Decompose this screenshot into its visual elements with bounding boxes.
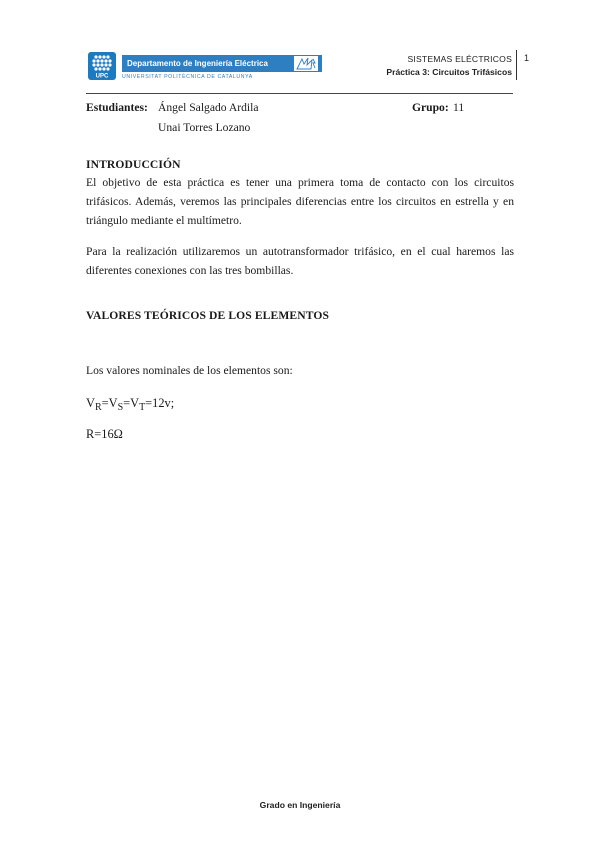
intro-paragraph-2: Para la realización utilizaremos un autotransformador trifásico, en el cual haremos las diferentes conexiones con las tres bombillas. — [86, 245, 514, 277]
theory-heading: VALORES TEÓRICOS DE LOS ELEMENTOS — [86, 309, 329, 322]
intro-paragraph-1: El objetivo de esta práctica es tener una primera toma de contacto con los circuitos trifásicos. Además, veremos las principales diferencias entre los circuitos en estrella y en triángulo mediante el multímetro. — [86, 176, 514, 227]
practice-title: Práctica 3: Circuitos Trifásicos — [386, 67, 512, 77]
subject-title: SISTEMAS ELÉCTRICOS — [407, 54, 512, 64]
theory-intro: Los valores nominales de los elementos son: — [86, 364, 293, 377]
header-rule — [86, 93, 513, 94]
resistance-formula: R=16Ω — [86, 427, 123, 441]
lightning-emblem-icon — [294, 56, 318, 71]
students-label: Estudiantes: — [86, 101, 148, 114]
header-info — [386, 53, 512, 79]
group-label: Grupo: — [412, 101, 449, 114]
student-name-1: Ángel Salgado Ardila — [158, 101, 259, 114]
footer-text: Grado en Ingeniería — [259, 800, 341, 810]
upc-logo-icon — [88, 52, 116, 80]
intro-heading: INTRODUCCIÓN — [86, 158, 181, 171]
header-divider — [516, 50, 517, 80]
university-name: UNIVERSITAT POLITÈCNICA DE CATALUNYA — [122, 74, 253, 80]
group-value: 11 — [453, 101, 465, 114]
department-logo — [88, 52, 322, 82]
student-name-2: Unai Torres Lozano — [158, 121, 251, 134]
department-name: Departamento de Ingeniería Eléctrica — [127, 59, 268, 68]
page-number: 1 — [524, 53, 530, 63]
upc-logo-text: UPC — [95, 73, 109, 80]
department-bar — [122, 55, 322, 72]
voltage-formula: $V_R=V_S=V_T=12v$; — [86, 396, 175, 413]
